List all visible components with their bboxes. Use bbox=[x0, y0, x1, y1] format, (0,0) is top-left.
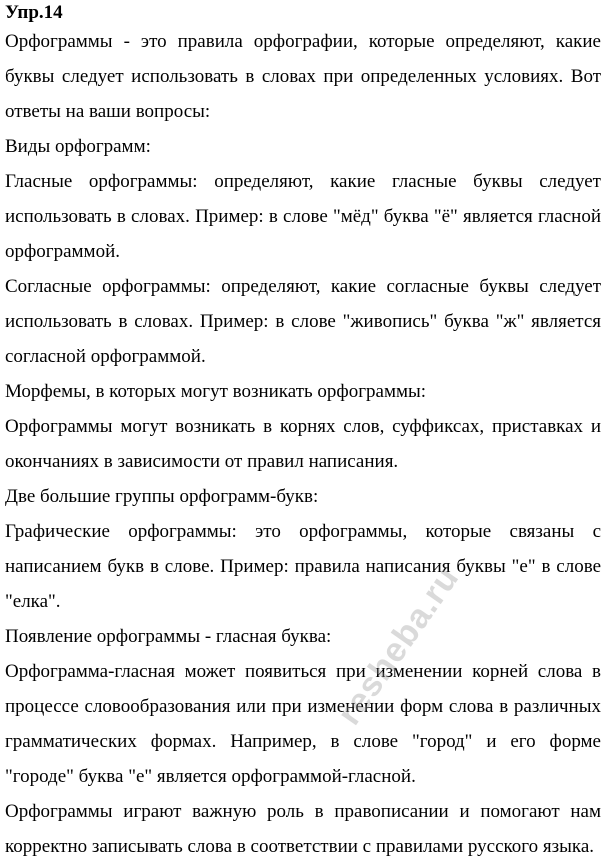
paragraph-graphic-orthograms: Графические орфограммы: это орфограммы, которые связаны с написанием букв в слове. Пример: правила написания буквы "е" в слове "елка". bbox=[5, 521, 601, 612]
heading-morphemes: Морфемы, в которых могут возникать орфограммы: bbox=[5, 381, 427, 402]
document-page bbox=[5, 0, 601, 864]
exercise-title: Упр.14 bbox=[5, 2, 63, 23]
paragraph-conclusion: Орфограммы играют важную роль в правописании и помогают нам корректно записывать слова в соответствии с правилами русского языка. bbox=[5, 801, 601, 857]
paragraph-morphemes: Орфограммы могут возникать в корнях слов, суффиксах, приставках и окончаниях в зависимости от правил написания. bbox=[5, 416, 601, 472]
paragraph-vowel-appearance: Орфограмма-гласная может появиться при изменении корней слова в процессе словообразования или при изменении форм слова в различных грамматических формах. Например, в слове "город" и его форме "городе" буква "е" является орфограммой-гласной. bbox=[5, 661, 601, 787]
paragraph-intro: Орфограммы - это правила орфографии, которые определяют, какие буквы следует использовать в словах при определенных условиях. Вот ответы на ваши вопросы: bbox=[5, 31, 601, 122]
heading-types: Виды орфограмм: bbox=[5, 136, 151, 157]
paragraph-vowel-orthograms: Гласные орфограммы: определяют, какие гласные буквы следует использовать в словах. Пример: в слове "мёд" буква "ё" является гласной орфограммой. bbox=[5, 171, 601, 262]
watermark: resheba.ru bbox=[330, 559, 467, 732]
paragraph-consonant-orthograms: Согласные орфограммы: определяют, какие согласные буквы следует использовать в словах. Пример: в слове "живопись" буква "ж" является согласной орфограммой. bbox=[5, 276, 601, 367]
heading-groups: Две большие группы орфограмм-букв: bbox=[5, 486, 319, 507]
heading-vowel-appearance: Появление орфограммы - гласная буква: bbox=[5, 626, 332, 647]
